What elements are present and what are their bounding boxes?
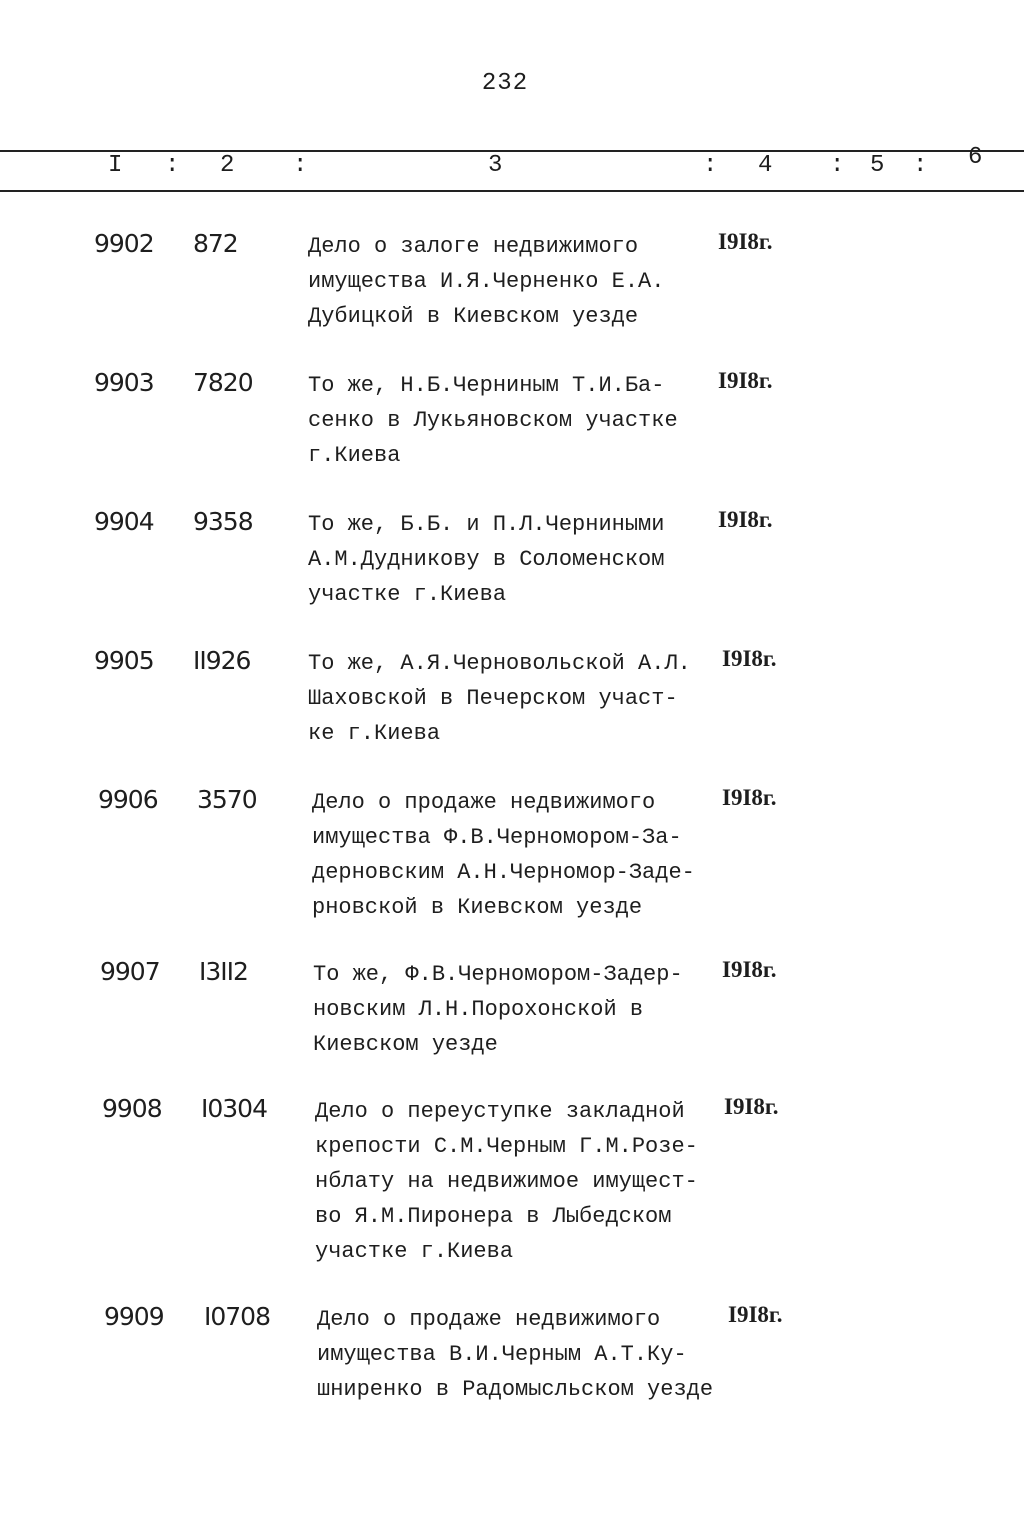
file-number: I0304 [201, 1094, 267, 1123]
entry-description: То же, Ф.В.Черномором-Задер- новским Л.Н.Порохонской в Киевском уезде [313, 962, 683, 1057]
entry-description: Дело о продаже недвижимого имущества Ф.В.Черномором-За- дерновским А.Н.Черномор-Заде- рновской в Киевском уезде [312, 790, 695, 920]
column-separator: : [165, 152, 180, 179]
entry-date: I9I8г. [718, 368, 773, 393]
entry-date: I9I8г. [722, 957, 777, 982]
file-number: I0708 [204, 1302, 270, 1331]
entry-description: Дело о переуступке закладной крепости С.М.Черным Г.М.Розе- нблату на недвижимое имущест- во Я.М.Пиронера в Лыбедском участке г.Киева [315, 1099, 698, 1264]
entry-number: 9905 [94, 646, 154, 675]
column-separator: : [913, 152, 928, 179]
file-number: 9358 [193, 507, 253, 536]
column-header-1: I [108, 152, 123, 179]
entry-number: 9904 [94, 507, 154, 536]
entry-description: Дело о залоге недвижимого имущества И.Я.Черненко Е.А. Дубицкой в Киевском уезде [308, 234, 665, 329]
column-separator: : [703, 152, 718, 179]
entry-description: То же, Б.Б. и П.Л.Черниными А.М.Дудникову в Соломенском участке г.Киева [308, 512, 665, 607]
column-header-5: 5 [870, 152, 885, 179]
entry-number: 9902 [94, 229, 154, 258]
file-number: 872 [193, 229, 238, 258]
entry-description: То же, Н.Б.Черниным Т.И.Ба- сенко в Лукьяновском участке г.Киева [308, 373, 678, 468]
entry-number: 9906 [98, 785, 158, 814]
entry-number: 9909 [104, 1302, 164, 1331]
entry-description: То же, А.Я.Черновольской А.Л. Шаховской в Печерском участ- ке г.Киева [308, 651, 691, 746]
entry-number: 9907 [100, 957, 160, 986]
file-number: II926 [193, 646, 251, 675]
entry-date: I9I8г. [718, 229, 773, 254]
entry-date: I9I8г. [718, 507, 773, 532]
entry-date: I9I8г. [722, 785, 777, 810]
entry-number: 9908 [102, 1094, 162, 1123]
column-header-6: 6 [968, 144, 983, 171]
entry-date: I9I8г. [722, 646, 777, 671]
column-separator: : [830, 152, 845, 179]
column-separator: : [293, 152, 308, 179]
file-number: 3570 [197, 785, 257, 814]
column-header-4: 4 [758, 152, 773, 179]
file-number: I3II2 [199, 957, 248, 986]
entry-description: Дело о продаже недвижимого имущества В.И.Черным А.Т.Ку- шниренко в Радомысльском уезде [317, 1307, 714, 1402]
entry-date: I9I8г. [728, 1302, 783, 1327]
entry-date: I9I8г. [724, 1094, 779, 1119]
column-header-3: 3 [488, 152, 503, 179]
entry-number: 9903 [94, 368, 154, 397]
page-number: 232 [481, 70, 529, 97]
file-number: 7820 [193, 368, 253, 397]
column-header-2: 2 [220, 152, 235, 179]
header-rule-bottom [0, 190, 1024, 192]
